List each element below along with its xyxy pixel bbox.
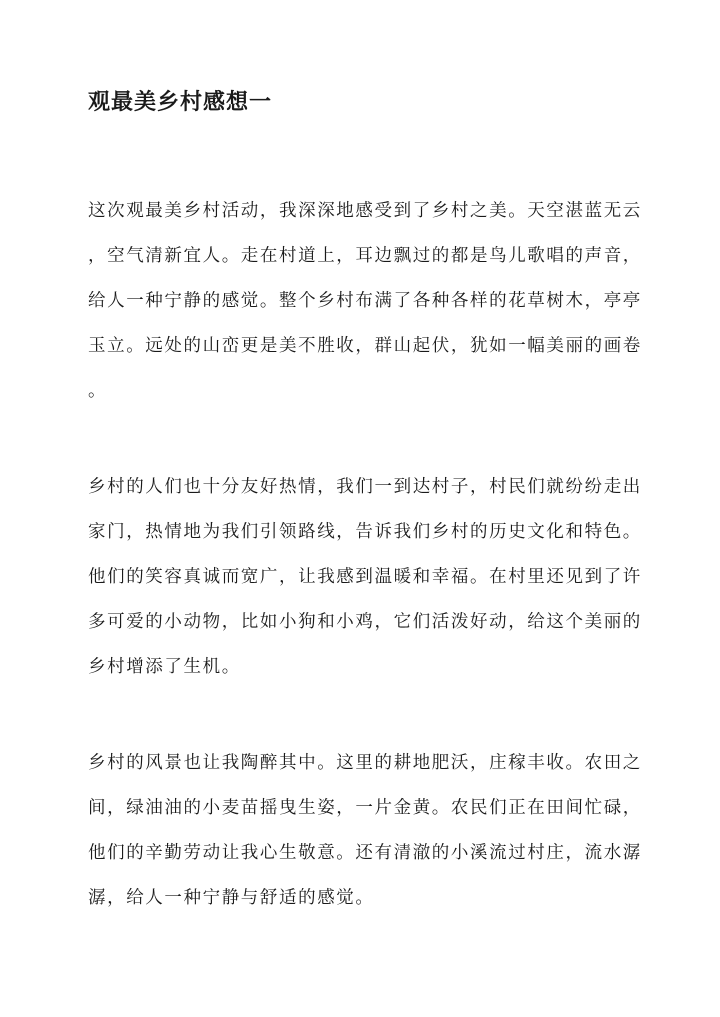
paragraph-1 (88, 189, 642, 414)
text-line: 他们的笑容真诚而宽广，让我感到温暖和幸福。在村里还见到了许 (88, 567, 642, 587)
text-line: 乡村的风景也让我陶醉其中。这里的耕地肥沃，庄稼丰收。农田之 (88, 753, 642, 773)
text-line: 这次观最美乡村活动，我深深地感受到了乡村之美。天空湛蓝无云 (88, 201, 642, 221)
text-line: 他们的辛勤劳动让我心生敬意。还有清澈的小溪流过村庄，流水潺 (88, 843, 642, 863)
text-line: 给人一种宁静的感觉。整个乡村布满了各种各样的花草树木，亭亭 (88, 291, 642, 311)
paragraph-2 (88, 465, 642, 690)
document-title: 观最美乡村感想一 (88, 89, 273, 115)
paragraph-3 (88, 741, 642, 921)
text-line: 乡村的人们也十分友好热情，我们一到达村子，村民们就纷纷走出 (88, 477, 642, 497)
text-line: 玉立。远处的山峦更是美不胜收，群山起伏，犹如一幅美丽的画卷 (88, 336, 642, 356)
text-line: 多可爱的小动物，比如小狗和小鸡，它们活泼好动，给这个美丽的 (88, 612, 642, 632)
text-line: ，空气清新宜人。走在村道上，耳边飘过的都是鸟儿歌唱的声音， (88, 246, 642, 266)
text-line: 间，绿油油的小麦苗摇曳生姿，一片金黄。农民们正在田间忙碌， (88, 798, 642, 818)
text-line: 乡村增添了生机。 (88, 657, 241, 677)
text-line: 潺，给人一种宁静与舒适的感觉。 (88, 888, 375, 908)
text-line: 家门，热情地为我们引领路线，告诉我们乡村的历史文化和特色。 (88, 522, 642, 542)
text-line: 。 (88, 381, 108, 401)
